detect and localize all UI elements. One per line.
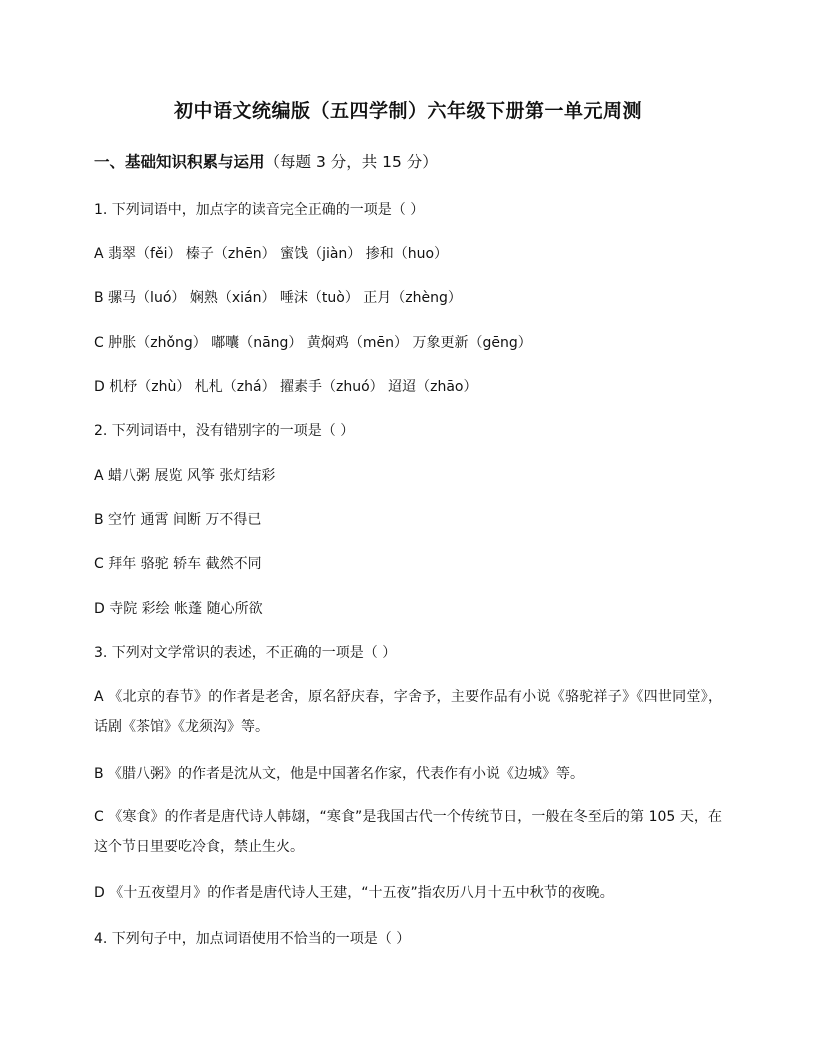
section-heading-main: 一、基础知识积累与运用 <box>94 153 265 171</box>
question-1-option-a: A 翡翠（fěi） 榛子（zhēn） 蜜饯（jiàn） 掺和（huo） <box>94 246 449 262</box>
question-3-option-b: B 《腊八粥》的作者是沈从文，他是中国著名作家，代表作有小说《边城》等。 <box>94 766 585 782</box>
question-4-stem: 4. 下列句子中，加点词语使用不恰当的一项是（ ） <box>94 931 411 947</box>
question-3-stem: 3. 下列对文学常识的表述，不正确的一项是（ ） <box>94 645 397 661</box>
question-2-option-b: B 空竹 通霄 间断 万不得已 <box>94 512 262 528</box>
section-heading-note: （每题 3 分，共 15 分） <box>264 153 438 171</box>
question-2-option-c: C 拜年 骆驼 轿车 截然不同 <box>94 556 262 572</box>
question-1-stem: 1. 下列词语中，加点字的读音完全正确的一项是（ ） <box>94 202 425 218</box>
question-3-option-c: C 《寒食》的作者是唐代诗人韩翃，“寒食”是我国古代一个传统节日，一般在冬至后的第 105 天，在这个节日里要吃冷食，禁止生火。 <box>94 809 722 855</box>
question-2-option-a: A 蜡八粥 展览 风筝 张灯结彩 <box>94 468 276 484</box>
question-3-option-a: A 《北京的春节》的作者是老舍，原名舒庆春，字舍予，主要作品有小说《骆驼祥子》《四世同堂》，话剧《茶馆》《龙须沟》等。 <box>94 689 722 735</box>
question-1-option-b: B 骡马（luó） 娴熟（xián） 唾沫（tuò） 正月（zhèng） <box>94 290 462 306</box>
question-1-option-c: C 肿胀（zhǒng） 嘟囔（nāng） 黄焖鸡（mēn） 万象更新（gēng） <box>94 335 532 351</box>
question-3-option-d: D 《十五夜望月》的作者是唐代诗人王建，“十五夜”指农历八月十五中秋节的夜晚。 <box>94 885 614 901</box>
page-title: 初中语文统编版（五四学制）六年级下册第一单元周测 <box>173 100 642 122</box>
question-2-option-d: D 寺院 彩绘 帐蓬 随心所欲 <box>94 601 263 617</box>
question-1-option-d: D 机杼（zhù） 札札（zhá） 擢素手（zhuó） 迢迢（zhāo） <box>94 379 478 395</box>
question-2-stem: 2. 下列词语中，没有错别字的一项是（ ） <box>94 423 355 439</box>
section-heading <box>94 150 438 172</box>
